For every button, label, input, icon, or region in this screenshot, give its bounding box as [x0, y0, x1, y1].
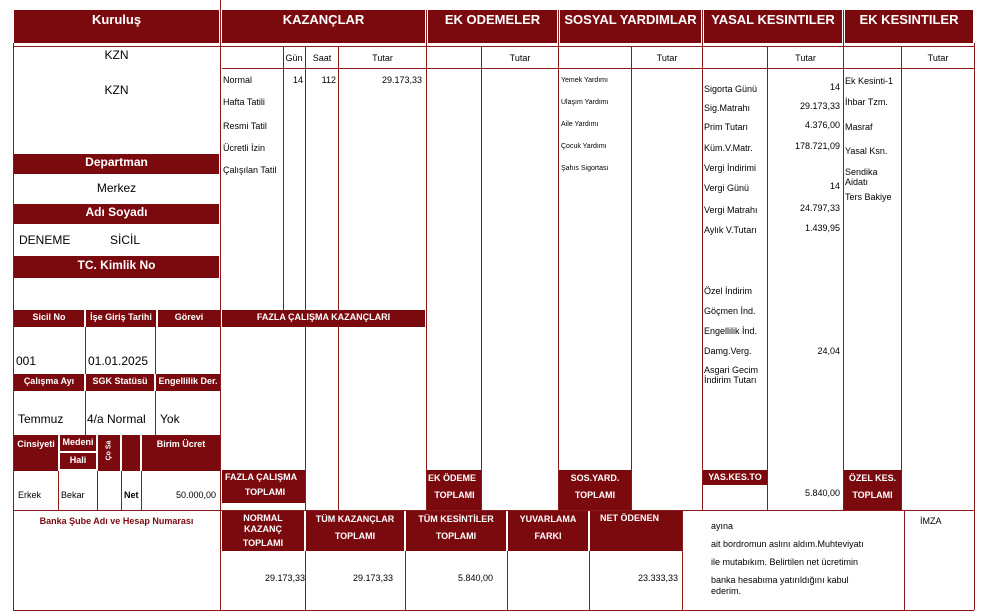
- ek-kesinti-label: Ek Kesinti-1: [845, 76, 894, 86]
- cinsiyet-label: Cinsiyeti: [14, 435, 58, 471]
- statement-line-4: banka hesabıma yatırıldığını kabul: [711, 575, 849, 585]
- header-ek-odemeler: EK ODEMELER: [428, 10, 557, 43]
- yasal-item-value: 29.173,33: [799, 101, 840, 111]
- calisma-ayi-value: Temmuz: [18, 412, 64, 426]
- header-kazanclar: KAZANÇLAR: [222, 10, 425, 43]
- statement-line-3: ile mutabıkım. Belirtilen net ücretimin: [711, 557, 859, 567]
- adsoyad-last: SİCİL: [110, 233, 141, 247]
- cocuk-sayisi-label: Ço Sa: [98, 435, 120, 471]
- sosyal-item-label: Ulaşım Yardımı: [561, 99, 609, 106]
- departman-label: Departman: [14, 154, 219, 174]
- tc-label: TC. Kimlik No: [14, 256, 219, 278]
- kazanc-item-label: Resmi Tatil: [223, 121, 267, 131]
- kaz-gun-header: Gün: [285, 53, 303, 63]
- adsoyad-first: DENEME: [19, 233, 71, 247]
- yasal-item-label: Prim Tutarı: [704, 122, 749, 132]
- yasal-item-value: 14: [829, 181, 840, 191]
- banka-label: Banka Şube Adı ve Hesap Numarası: [39, 516, 194, 526]
- sendika-label-1: Sendika: [845, 167, 878, 177]
- kaz-saat-header: Saat: [312, 53, 332, 63]
- sicil-no-value: 001: [16, 354, 37, 368]
- medeni-label-2: Hali: [60, 453, 96, 469]
- sosyal-toplam-label: SOS.YARD. TOPLAMI: [559, 470, 631, 510]
- header-sosyal-yardimlar: SOSYAL YARDIMLAR: [560, 10, 701, 43]
- ek-kesinti-label: Yasal Ksn.: [845, 146, 888, 156]
- yasal-item-label: Aylık V.Tutarı: [704, 225, 757, 235]
- yasal-tutar-header: Tutar: [795, 53, 816, 63]
- fazla-toplam-label: FAZLA ÇALIŞMA TOPLAMI: [222, 470, 305, 503]
- kazanc-item-label: Hafta Tatili: [223, 97, 265, 107]
- header-yasal-kesintiler: YASAL KESINTILER: [704, 10, 842, 43]
- cinsiyet-value: Erkek: [18, 490, 42, 500]
- departman-value: Merkez: [96, 181, 137, 195]
- yasal-item-label: Engellilik İnd.: [704, 326, 758, 336]
- yasal-item-value: 178.721,09: [794, 141, 840, 151]
- sosyal-tutar-header: Tutar: [656, 53, 678, 63]
- kaz-normal-tutar: 29.173,33: [381, 75, 422, 85]
- yasal-toplam-value: 5.840,00: [804, 488, 840, 498]
- ekodeme-toplam-label: EK ÖDEME TOPLAMI: [427, 470, 481, 510]
- ise-giris-value: 01.01.2025: [88, 354, 149, 368]
- birim-ucret-label: Birim Ücret: [142, 435, 220, 471]
- birim-ucret-value: 50.000,00: [175, 490, 216, 500]
- kaz-normal-gun: 14: [292, 75, 303, 85]
- yasal-item-value: 1.439,95: [804, 223, 840, 233]
- asgari-gecim-label-2: İndirim Tutarı: [704, 375, 757, 385]
- yuvarlama-header: YUVARLAMA FARKI: [508, 511, 588, 551]
- statement-line-2: ait bordromun aslını aldım.Muhteviyatı: [711, 539, 864, 549]
- yasal-item-label: Küm.V.Matr.: [704, 143, 753, 153]
- yasal-toplam-label: YAS.KES.TO: [703, 470, 767, 485]
- yasal-item-label: Göçmen İnd.: [704, 306, 756, 316]
- ozel-kes-toplam-label: ÖZEL KES. TOPLAMI: [844, 470, 901, 510]
- tum-kesintiler-header: TÜM KESİNTİLER TOPLAMI: [406, 511, 506, 551]
- tum-kazanclar-value: 29.173,33: [352, 573, 393, 583]
- calisma-ayi-label: Çalışma Ayı: [14, 374, 84, 391]
- yasal-item-value: 14: [829, 82, 840, 92]
- ise-giris-label: İşe Giriş Tarihi: [86, 310, 156, 327]
- asgari-gecim-label-1: Asgari Gecim: [704, 365, 759, 375]
- net-odenen-value: 23.333,33: [637, 573, 678, 583]
- kaz-normal-saat: 112: [321, 75, 336, 85]
- net-label: Net: [124, 490, 139, 500]
- gorevi-label: Görevi: [158, 310, 220, 327]
- net-odenen-header: NET ÖDENEN: [590, 511, 682, 551]
- adsoyad-label: Adı Soyadı: [14, 204, 219, 224]
- sosyal-item-label: Aile Yardımı: [561, 121, 599, 128]
- sendika-label-2: Aidatı: [845, 177, 869, 187]
- medeni-value: Bekar: [61, 490, 85, 500]
- ters-bakiye-label: Ters Bakiye: [845, 192, 892, 202]
- statement-line-1: ayına: [711, 521, 734, 531]
- normal-kazanc-header: NORMAL KAZANÇ TOPLAMI: [222, 511, 304, 551]
- yasal-item-label: Özel İndirim: [704, 286, 753, 296]
- sosyal-item-label: Yemek Yardımı: [561, 77, 608, 84]
- ek-kesinti-label: İhbar Tzm.: [845, 97, 888, 107]
- company-line-2: KZN: [104, 83, 129, 97]
- ek-kesinti-label: Masraf: [845, 122, 873, 132]
- statement-line-5: ederim.: [711, 586, 742, 596]
- ekkes-tutar-header: Tutar: [927, 53, 949, 63]
- sosyal-item-label: Şahıs Sigortası: [561, 165, 609, 172]
- yasal-item-label: Sigorta Günü: [704, 84, 758, 94]
- yasal-item-label: Vergi Matrahı: [704, 205, 758, 215]
- yasal-item-value: 4.376,00: [804, 120, 840, 130]
- sosyal-item-label: Çocuk Yardımı: [561, 143, 607, 150]
- imza-label: İMZA: [920, 516, 942, 526]
- yasal-item-label: Sig.Matrahı: [704, 103, 751, 113]
- tum-kazanclar-header: TÜM KAZANÇLAR TOPLAMI: [306, 511, 404, 551]
- sgk-statusu-value: 4/a Normal: [87, 412, 146, 426]
- medeni-label-1: Medeni: [60, 435, 96, 451]
- tum-kesintiler-value: 5.840,00: [457, 573, 493, 583]
- header-kurulus: Kuruluş: [14, 10, 219, 43]
- fazla-calisma-header: FAZLA ÇALIŞMA KAZANÇLARI: [222, 310, 425, 327]
- kazanc-item-label: Ücretli İzin: [223, 143, 266, 153]
- spacer-cell: [122, 435, 140, 471]
- engellilik-label: Engellilik Der.: [156, 374, 220, 391]
- kazanc-item-label: Çalışılan Tatil: [223, 165, 277, 175]
- kaz-tutar-header: Tutar: [372, 53, 393, 63]
- company-line-1: KZN: [104, 48, 129, 62]
- engellilik-value: Yok: [160, 412, 180, 426]
- header-ek-kesintiler: EK KESINTILER: [845, 10, 973, 43]
- normal-kazanc-value: 29.173,33: [264, 573, 305, 583]
- sgk-statusu-label: SGK Statüsü: [86, 374, 154, 391]
- yasal-item-label: Damg.Verg.: [704, 346, 752, 356]
- yasal-item-value: 24.797,33: [799, 203, 840, 213]
- yasal-item-value: 24,04: [817, 346, 840, 356]
- yasal-item-label: Vergi Günü: [704, 183, 750, 193]
- yasal-item-label: Vergi İndirimi: [704, 163, 757, 173]
- ekodeme-tutar-header: Tutar: [509, 53, 531, 63]
- kazanc-item-label: Normal: [223, 75, 253, 85]
- sicil-no-label: Sicil No: [14, 310, 84, 327]
